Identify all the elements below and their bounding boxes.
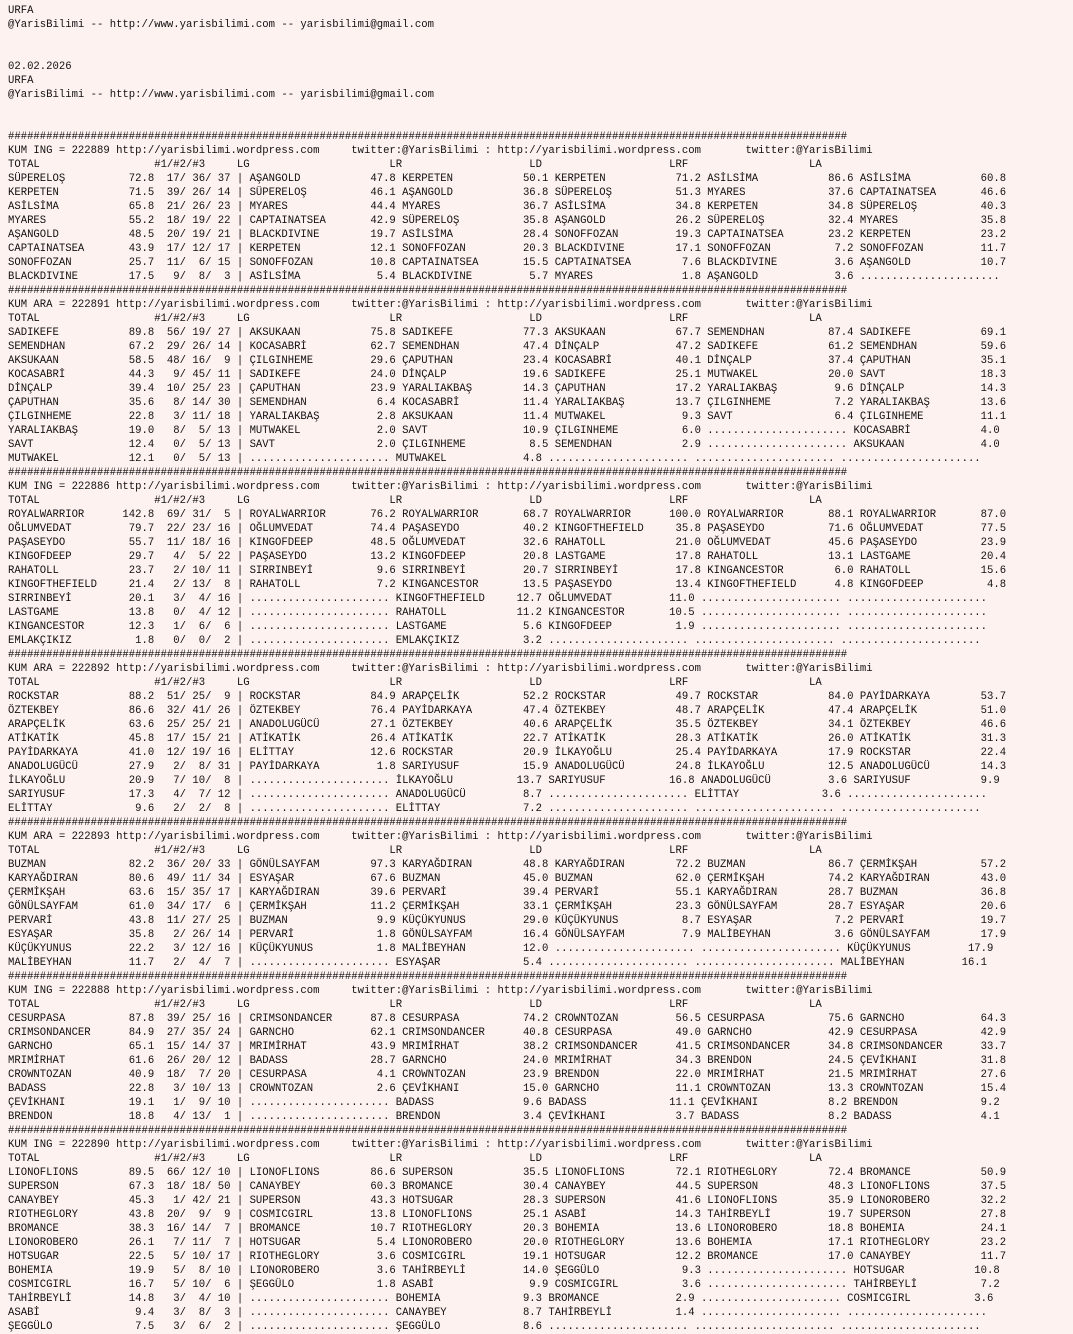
- race-row: MRIMİRHAT 61.6 26/ 20/ 12 | BADASS 28.7 GARNCHO 24.0 MRIMİRHAT 34.3 BRENDON 24.5 ÇEVİKHANI 31.8: [8, 1055, 1007, 1067]
- race-row: ÖZTEKBEY 86.6 32/ 41/ 26 | ÖZTEKBEY 76.4 PAYİDARKAYA 47.4 ÖZTEKBEY 48.7 ARAPÇELİK 47.4 ARAPÇELİK 51.0: [8, 705, 1007, 717]
- race-row: SADIKEFE 89.8 56/ 19/ 27 | AKSUKAAN 75.8 SADIKEFE 77.3 AKSUKAAN 67.7 SEMENDHAN 87.4 SADIKEFE 69.1: [8, 327, 1007, 339]
- race-row: BUZMAN 82.2 36/ 20/ 33 | GÖNÜLSAYFAM 97.3 KARYAĞDIRAN 48.8 KARYAĞDIRAN 72.2 BUZMAN 86.7 ÇERMİKŞAH 57.2: [8, 859, 1007, 871]
- separator-line: ####################################################################################################################################: [8, 971, 848, 983]
- race-row: BROMANCE 38.3 16/ 14/ 7 | BROMANCE 10.7 RIOTHEGLORY 20.3 BOHEMIA 13.6 LIONOROBERO 18.8 BOHEMIA 24.1: [8, 1223, 1007, 1235]
- race-row: ŞEGGÜLO 7.5 3/ 6/ 2 | ...................... ŞEGGÜLO 8.6 ...................... ...................... ......................: [8, 1321, 981, 1333]
- race-column-headers: TOTAL #1/#2/#3 LG LR LD LRF LA: [8, 845, 822, 857]
- race-row: PAŞASEYDO 55.7 11/ 18/ 16 | KINGOFDEEP 48.5 OĞLUMVEDAT 32.6 RAHATOLL 21.0 OĞLUMVEDAT 45.6 PAŞASEYDO 23.9: [8, 537, 1007, 549]
- race-row: BRENDON 18.8 4/ 13/ 1 | ...................... BRENDON 3.4 ÇEVİKHANI 3.7 BADASS 8.2 BADASS 4.1: [8, 1111, 1000, 1123]
- race-row: ANADOLUGÜCÜ 27.9 2/ 8/ 31 | PAYİDARKAYA 1.8 SARIYUSUF 15.9 ANADOLUGÜCÜ 24.8 İLKAYOĞLU 12.5 ANADOLUGÜCÜ 14.3: [8, 761, 1007, 773]
- race-row: GARNCHO 65.1 15/ 14/ 37 | MRIMİRHAT 43.9 MRIMİRHAT 38.2 CRIMSONDANCER 41.5 CRIMSONDANCER 34.8 CRIMSONDANCER 33.7: [8, 1041, 1007, 1053]
- race-row: SONOFFOZAN 25.7 11/ 6/ 15 | SONOFFOZAN 10.8 CAPTAINATSEA 15.5 CAPTAINATSEA 7.6 BLACKDIVINE 3.6 AŞANGOLD 10.7: [8, 257, 1007, 269]
- race-row: RAHATOLL 23.7 2/ 10/ 11 | SIRRINBEYİ 9.6 SIRRINBEYİ 20.7 SIRRINBEYİ 17.8 KINGANCESTOR 6.0 RAHATOLL 15.6: [8, 565, 1007, 577]
- race-row: DİNÇALP 39.4 10/ 25/ 23 | ÇAPUTHAN 23.9 YARALIAKBAŞ 14.3 ÇAPUTHAN 17.2 YARALIAKBAŞ 9.6 DİNÇALP 14.3: [8, 383, 1007, 395]
- race-row: SAVT 12.4 0/ 5/ 13 | SAVT 2.0 ÇILGINHEME 8.5 SEMENDHAN 2.9 ...................... AKSUKAAN 4.0: [8, 439, 1000, 451]
- race-row: MUTWAKEL 12.1 0/ 5/ 13 | ...................... MUTWAKEL 4.8 ...................... ...................... ......................: [8, 453, 981, 465]
- race-row: CANAYBEY 45.3 1/ 42/ 21 | SUPERSON 43.3 HOTSUGAR 28.3 SUPERSON 41.6 LIONOFLIONS 35.9 LIONOROBERO 32.2: [8, 1195, 1007, 1207]
- race-row: OĞLUMVEDAT 79.7 22/ 23/ 16 | OĞLUMVEDAT 74.4 PAŞASEYDO 40.2 KINGOFTHEFIELD 35.8 PAŞASEYDO 71.6 OĞLUMVEDAT 77.5: [8, 523, 1007, 535]
- race-row: SEMENDHAN 67.2 29/ 26/ 14 | KOCASABRİ 62.7 SEMENDHAN 47.4 DİNÇALP 47.2 SADIKEFE 61.2 SEMENDHAN 59.6: [8, 341, 1007, 353]
- race-row: ATİKATİK 45.8 17/ 15/ 21 | ATİKATİK 26.4 ATİKATİK 22.7 ATİKATİK 28.3 ATİKATİK 26.0 ATİKATİK 31.3: [8, 733, 1007, 745]
- header-line: @YarisBilimi -- http://www.yarisbilimi.com -- yarisbilimi@gmail.com: [8, 89, 434, 101]
- header-line: [8, 46, 1073, 60]
- race-row: HOTSUGAR 22.5 5/ 10/ 17 | RIOTHEGLORY 3.6 COSMICGIRL 19.1 HOTSUGAR 12.2 BROMANCE 17.0 CANAYBEY 11.7: [8, 1251, 1007, 1263]
- separator-line: ####################################################################################################################################: [8, 1125, 848, 1137]
- header-line: @YarisBilimi -- http://www.yarisbilimi.com -- yarisbilimi@gmail.com: [8, 19, 434, 31]
- race-row: BLACKDIVINE 17.5 9/ 8/ 3 | ASİLSİMA 5.4 BLACKDIVINE 5.7 MYARES 1.8 AŞANGOLD 3.6 ......................: [8, 271, 1000, 283]
- race-column-headers: TOTAL #1/#2/#3 LG LR LD LRF LA: [8, 999, 822, 1011]
- race-row: CESURPASA 87.8 39/ 25/ 16 | CRIMSONDANCER 87.8 CESURPASA 74.2 CROWNTOZAN 56.5 CESURPASA 75.6 GARNCHO 64.3: [8, 1013, 1007, 1025]
- race-row: KINGANCESTOR 12.3 1/ 6/ 6 | ...................... LASTGAME 5.6 KINGOFDEEP 1.9 ...................... ......................: [8, 621, 988, 633]
- separator-line: ####################################################################################################################################: [8, 817, 848, 829]
- race-title: KUM ARA = 222892 http://yarisbilimi.wordpress.com twitter:@YarisBilimi : http://yarisbilimi.wordpress.com twitter:@YarisBilimi: [8, 663, 873, 675]
- race-column-headers: TOTAL #1/#2/#3 LG LR LD LRF LA: [8, 159, 822, 171]
- race-row: COSMICGIRL 16.7 5/ 10/ 6 | ŞEGGÜLO 1.8 ASABİ 9.9 COSMICGIRL 3.6 ...................... TAHİRBEYLİ 7.2: [8, 1279, 1000, 1291]
- race-row: KINGOFTHEFIELD 21.4 2/ 13/ 8 | RAHATOLL 7.2 KINGANCESTOR 13.5 PAŞASEYDO 13.4 KINGOFTHEFIELD 4.8 KINGOFDEEP 4.8: [8, 579, 1007, 591]
- race-row: BOHEMIA 19.9 5/ 8/ 10 | LIONOROBERO 3.6 TAHİRBEYLİ 14.0 ŞEGGÜLO 9.3 ...................... HOTSUGAR 10.8: [8, 1265, 1000, 1277]
- race-row: BADASS 22.8 3/ 10/ 13 | CROWNTOZAN 2.6 ÇEVİKHANI 15.0 GARNCHO 11.1 CROWNTOZAN 13.3 CROWNTOZAN 15.4: [8, 1083, 1007, 1095]
- race-row: SÜPERELOŞ 72.8 17/ 36/ 37 | AŞANGOLD 47.8 KERPETEN 50.1 KERPETEN 71.2 ASİLSİMA 86.6 ASİLSİMA 60.8: [8, 173, 1007, 185]
- header-line: [8, 32, 1073, 46]
- race-row: KOCASABRİ 44.3 9/ 45/ 11 | SADIKEFE 24.0 DİNÇALP 19.6 SADIKEFE 25.1 MUTWAKEL 20.0 SAVT 18.3: [8, 369, 1007, 381]
- race-row: SARIYUSUF 17.3 4/ 7/ 12 | ...................... ANADOLUGÜCÜ 8.7 ...................... ELİTTAY 3.6 ......................: [8, 789, 988, 801]
- header-line: URFA: [8, 5, 34, 17]
- race-row: LIONOROBERO 26.1 7/ 11/ 7 | HOTSUGAR 5.4 LIONOROBERO 20.0 RIOTHEGLORY 13.6 BOHEMIA 17.1 RIOTHEGLORY 23.2: [8, 1237, 1007, 1249]
- race-row: ROCKSTAR 88.2 51/ 25/ 9 | ROCKSTAR 84.9 ARAPÇELİK 52.2 ROCKSTAR 49.7 ROCKSTAR 84.0 PAYİDARKAYA 53.7: [8, 691, 1007, 703]
- separator-line: ####################################################################################################################################: [8, 649, 848, 661]
- race-row: AKSUKAAN 58.5 48/ 16/ 9 | ÇILGINHEME 29.6 ÇAPUTHAN 23.4 KOCASABRİ 40.1 DİNÇALP 37.4 ÇAPUTHAN 35.1: [8, 355, 1007, 367]
- race-row: KARYAĞDIRAN 80.6 49/ 11/ 34 | ESYAŞAR 67.6 BUZMAN 45.0 BUZMAN 62.0 ÇERMİKŞAH 74.2 KARYAĞDIRAN 43.0: [8, 873, 1007, 885]
- race-row: ELİTTAY 9.6 2/ 2/ 8 | ...................... ELİTTAY 7.2 ...................... ...................... ......................: [8, 803, 981, 815]
- race-column-headers: TOTAL #1/#2/#3 LG LR LD LRF LA: [8, 495, 822, 507]
- race-column-headers: TOTAL #1/#2/#3 LG LR LD LRF LA: [8, 1153, 822, 1165]
- race-row: SIRRINBEYİ 20.1 3/ 4/ 16 | ...................... KINGOFTHEFIELD 12.7 OĞLUMVEDAT 11.0 ...................... ......................: [8, 593, 988, 605]
- header-line: [8, 102, 1073, 116]
- race-row: CRIMSONDANCER 84.9 27/ 35/ 24 | GARNCHO 62.1 CRIMSONDANCER 40.8 CESURPASA 49.0 GARNCHO 42.9 CESURPASA 42.9: [8, 1027, 1007, 1039]
- header-line: 02.02.2026: [8, 61, 72, 73]
- race-row: LASTGAME 13.8 0/ 4/ 12 | ...................... RAHATOLL 11.2 KINGANCESTOR 10.5 ...................... ......................: [8, 607, 988, 619]
- race-row: ÇEVİKHANI 19.1 1/ 9/ 10 | ...................... BADASS 9.6 BADASS 11.1 ÇEVİKHANI 8.2 BRENDON 9.2: [8, 1097, 1000, 1109]
- header-line: [8, 116, 1073, 130]
- race-row: ESYAŞAR 35.8 2/ 26/ 14 | PERVARİ 1.8 GÖNÜLSAYFAM 16.4 GÖNÜLSAYFAM 7.9 MALİBEYHAN 3.6 GÖNÜLSAYFAM 17.9: [8, 929, 1007, 941]
- race-column-headers: TOTAL #1/#2/#3 LG LR LD LRF LA: [8, 313, 822, 325]
- header-line: URFA: [8, 75, 34, 87]
- race-row: KERPETEN 71.5 39/ 26/ 14 | SÜPERELOŞ 46.1 AŞANGOLD 36.8 SÜPERELOŞ 51.3 MYARES 37.6 CAPTAINATSEA 46.6: [8, 187, 1007, 199]
- race-row: TAHİRBEYLİ 14.8 3/ 4/ 10 | ...................... BOHEMIA 9.3 BROMANCE 2.9 ...................... COSMICGIRL 3.6: [8, 1293, 994, 1305]
- race-row: ASİLSİMA 65.8 21/ 26/ 23 | MYARES 44.4 MYARES 36.7 ASİLSİMA 34.8 KERPETEN 34.8 SÜPERELOŞ 40.3: [8, 201, 1007, 213]
- race-title: KUM ARA = 222891 http://yarisbilimi.wordpress.com twitter:@YarisBilimi : http://yarisbilimi.wordpress.com twitter:@YarisBilimi: [8, 299, 873, 311]
- race-row: MALİBEYHAN 11.7 2/ 4/ 7 | ...................... ESYAŞAR 5.4 ...................... ...................... MALİBEYHAN 16.1: [8, 957, 988, 969]
- race-row: MYARES 55.2 18/ 19/ 22 | CAPTAINATSEA 42.9 SÜPERELOŞ 35.8 AŞANGOLD 26.2 SÜPERELOŞ 32.4 MYARES 35.8: [8, 215, 1007, 227]
- race-row: KÜÇÜKYUNUS 22.2 3/ 12/ 16 | KÜÇÜKYUNUS 1.8 MALİBEYHAN 12.0 ...................... ...................... KÜÇÜKYUNUS 17.9: [8, 943, 994, 955]
- race-row: İLKAYOĞLU 20.9 7/ 10/ 8 | ...................... İLKAYOĞLU 13.7 SARIYUSUF 16.8 ANADOLUGÜCÜ 3.6 SARIYUSUF 9.9: [8, 775, 1000, 787]
- race-row: ÇILGINHEME 22.8 3/ 11/ 18 | YARALIAKBAŞ 2.8 AKSUKAAN 11.4 MUTWAKEL 9.3 SAVT 6.4 ÇILGINHEME 11.1: [8, 411, 1007, 423]
- race-row: GÖNÜLSAYFAM 61.0 34/ 17/ 6 | ÇERMİKŞAH 11.2 ÇERMİKŞAH 33.1 ÇERMİKŞAH 23.3 GÖNÜLSAYFAM 28.7 ESYAŞAR 20.6: [8, 901, 1007, 913]
- race-title: KUM ARA = 222893 http://yarisbilimi.wordpress.com twitter:@YarisBilimi : http://yarisbilimi.wordpress.com twitter:@YarisBilimi: [8, 831, 873, 843]
- race-row: ROYALWARRIOR 142.8 69/ 31/ 5 | ROYALWARRIOR 76.2 ROYALWARRIOR 68.7 ROYALWARRIOR 100.0 ROYALWARRIOR 88.1 ROYALWARRIOR 87.0: [8, 509, 1007, 521]
- race-row: ÇAPUTHAN 35.6 8/ 14/ 30 | SEMENDHAN 6.4 KOCASABRİ 11.4 YARALIAKBAŞ 13.7 ÇILGINHEME 7.2 YARALIAKBAŞ 13.6: [8, 397, 1007, 409]
- race-row: ÇERMİKŞAH 63.6 15/ 35/ 17 | KARYAĞDIRAN 39.6 PERVARİ 39.4 PERVARİ 55.1 KARYAĞDIRAN 28.7 BUZMAN 36.8: [8, 887, 1007, 899]
- separator-line: ####################################################################################################################################: [8, 285, 848, 297]
- race-title: KUM ING = 222889 http://yarisbilimi.wordpress.com twitter:@YarisBilimi : http://yarisbilimi.wordpress.com twitter:@YarisBilimi: [8, 145, 873, 157]
- race-row: PERVARİ 43.8 11/ 27/ 25 | BUZMAN 9.9 KÜÇÜKYUNUS 29.0 KÜÇÜKYUNUS 8.7 ESYAŞAR 7.2 PERVARİ 19.7: [8, 915, 1007, 927]
- race-column-headers: TOTAL #1/#2/#3 LG LR LD LRF LA: [8, 677, 822, 689]
- race-row: ASABİ 9.4 3/ 8/ 3 | ...................... CANAYBEY 8.7 TAHİRBEYLİ 1.4 ...................... ......................: [8, 1307, 988, 1319]
- race-title: KUM ING = 222890 http://yarisbilimi.wordpress.com twitter:@YarisBilimi : http://yarisbilimi.wordpress.com twitter:@YarisBilimi: [8, 1139, 873, 1151]
- race-row: RIOTHEGLORY 43.8 20/ 9/ 9 | COSMICGIRL 13.8 LIONOFLIONS 25.1 ASABİ 14.3 TAHİRBEYLİ 19.7 SUPERSON 27.8: [8, 1209, 1007, 1221]
- race-row: KINGOFDEEP 29.7 4/ 5/ 22 | PAŞASEYDO 13.2 KINGOFDEEP 20.8 LASTGAME 17.8 RAHATOLL 13.1 LASTGAME 20.4: [8, 551, 1007, 563]
- race-row: YARALIAKBAŞ 19.0 8/ 5/ 13 | MUTWAKEL 2.0 SAVT 10.9 ÇILGINHEME 6.0 ...................... KOCASABRİ 4.0: [8, 425, 1000, 437]
- race-row: AŞANGOLD 48.5 20/ 19/ 21 | BLACKDIVINE 19.7 ASİLSİMA 28.4 SONOFFOZAN 19.3 CAPTAINATSEA 23.2 KERPETEN 23.2: [8, 229, 1007, 241]
- separator-line: ####################################################################################################################################: [8, 131, 848, 143]
- race-row: LIONOFLIONS 89.5 66/ 12/ 10 | LIONOFLIONS 86.6 SUPERSON 35.5 LIONOFLIONS 72.1 RIOTHEGLORY 72.4 BROMANCE 50.9: [8, 1167, 1007, 1179]
- race-row: SUPERSON 67.3 18/ 18/ 50 | CANAYBEY 60.3 BROMANCE 30.4 CANAYBEY 44.5 SUPERSON 48.3 LIONOFLIONS 37.5: [8, 1181, 1007, 1193]
- race-row: EMLAKÇIKIZ 1.8 0/ 0/ 2 | ...................... EMLAKÇIKIZ 3.2 ...................... ...................... ......................: [8, 635, 981, 647]
- separator-line: ####################################################################################################################################: [8, 467, 848, 479]
- race-title: KUM ING = 222888 http://yarisbilimi.wordpress.com twitter:@YarisBilimi : http://yarisbilimi.wordpress.com twitter:@YarisBilimi: [8, 985, 873, 997]
- race-row: ARAPÇELİK 63.6 25/ 25/ 21 | ANADOLUGÜCÜ 27.1 ÖZTEKBEY 40.6 ARAPÇELİK 35.5 ÖZTEKBEY 34.1 ÖZTEKBEY 46.6: [8, 719, 1007, 731]
- race-row: PAYİDARKAYA 41.0 12/ 19/ 16 | ELİTTAY 12.6 ROCKSTAR 20.9 İLKAYOĞLU 25.4 PAYİDARKAYA 17.9 ROCKSTAR 22.4: [8, 747, 1007, 759]
- race-title: KUM ING = 222886 http://yarisbilimi.wordpress.com twitter:@YarisBilimi : http://yarisbilimi.wordpress.com twitter:@YarisBilimi: [8, 481, 873, 493]
- race-row: CROWNTOZAN 40.9 18/ 7/ 20 | CESURPASA 4.1 CROWNTOZAN 23.9 BRENDON 22.0 MRIMİRHAT 21.5 MRIMİRHAT 27.6: [8, 1069, 1007, 1081]
- race-row: CAPTAINATSEA 43.9 17/ 12/ 17 | KERPETEN 12.1 SONOFFOZAN 20.3 BLACKDIVINE 17.1 SONOFFOZAN 7.2 SONOFFOZAN 11.7: [8, 243, 1007, 255]
